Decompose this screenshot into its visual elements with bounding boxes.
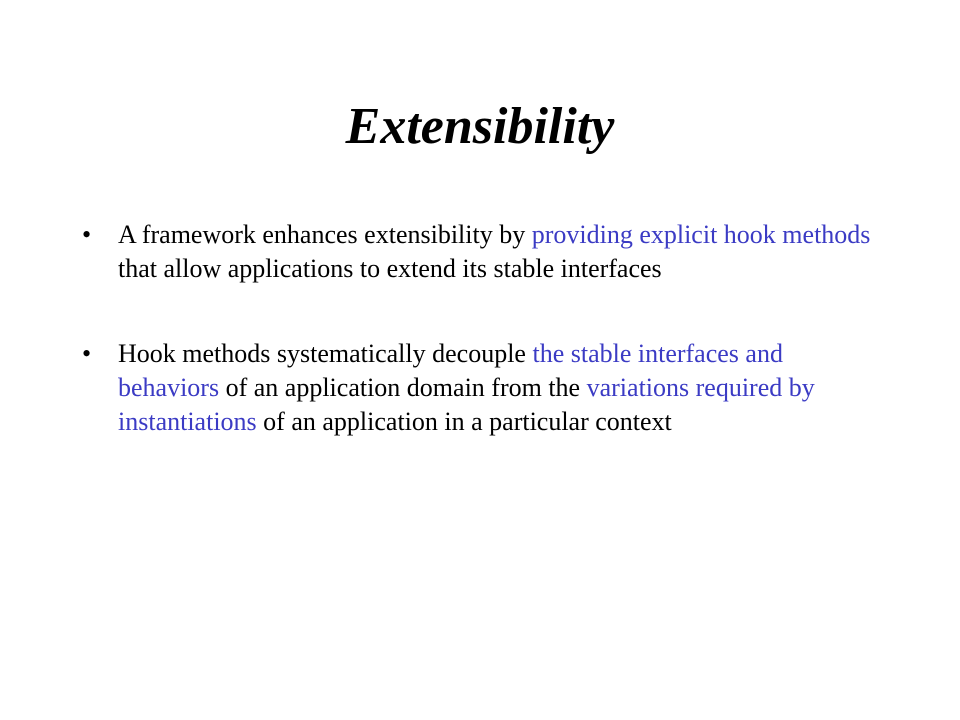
bullet-text-segment: of an application in a particular context — [256, 407, 672, 436]
bullet-text-segment: Hook methods systematically decouple — [118, 339, 533, 368]
bullet-list — [82, 218, 882, 490]
bullet-item — [82, 337, 882, 439]
bullet-marker: • — [82, 339, 92, 368]
slide-title: Extensibility — [345, 98, 615, 155]
bullet-text-segment: A framework enhances extensibility by — [118, 220, 532, 249]
bullet-marker: • — [82, 220, 92, 249]
bullet-text-segment: of an application domain from the — [219, 373, 587, 402]
highlighted-phrase: providing explicit hook methods — [531, 220, 871, 249]
highlighted-phrase: variations required by instantiations — [118, 373, 815, 436]
bullet-text-segment: that allow applications to extend its stable interfaces — [118, 254, 662, 283]
bullet-text — [118, 220, 870, 283]
bullet-item — [82, 218, 882, 286]
bullet-text — [118, 339, 815, 436]
highlighted-phrase: the stable interfaces and behaviors — [118, 339, 783, 402]
